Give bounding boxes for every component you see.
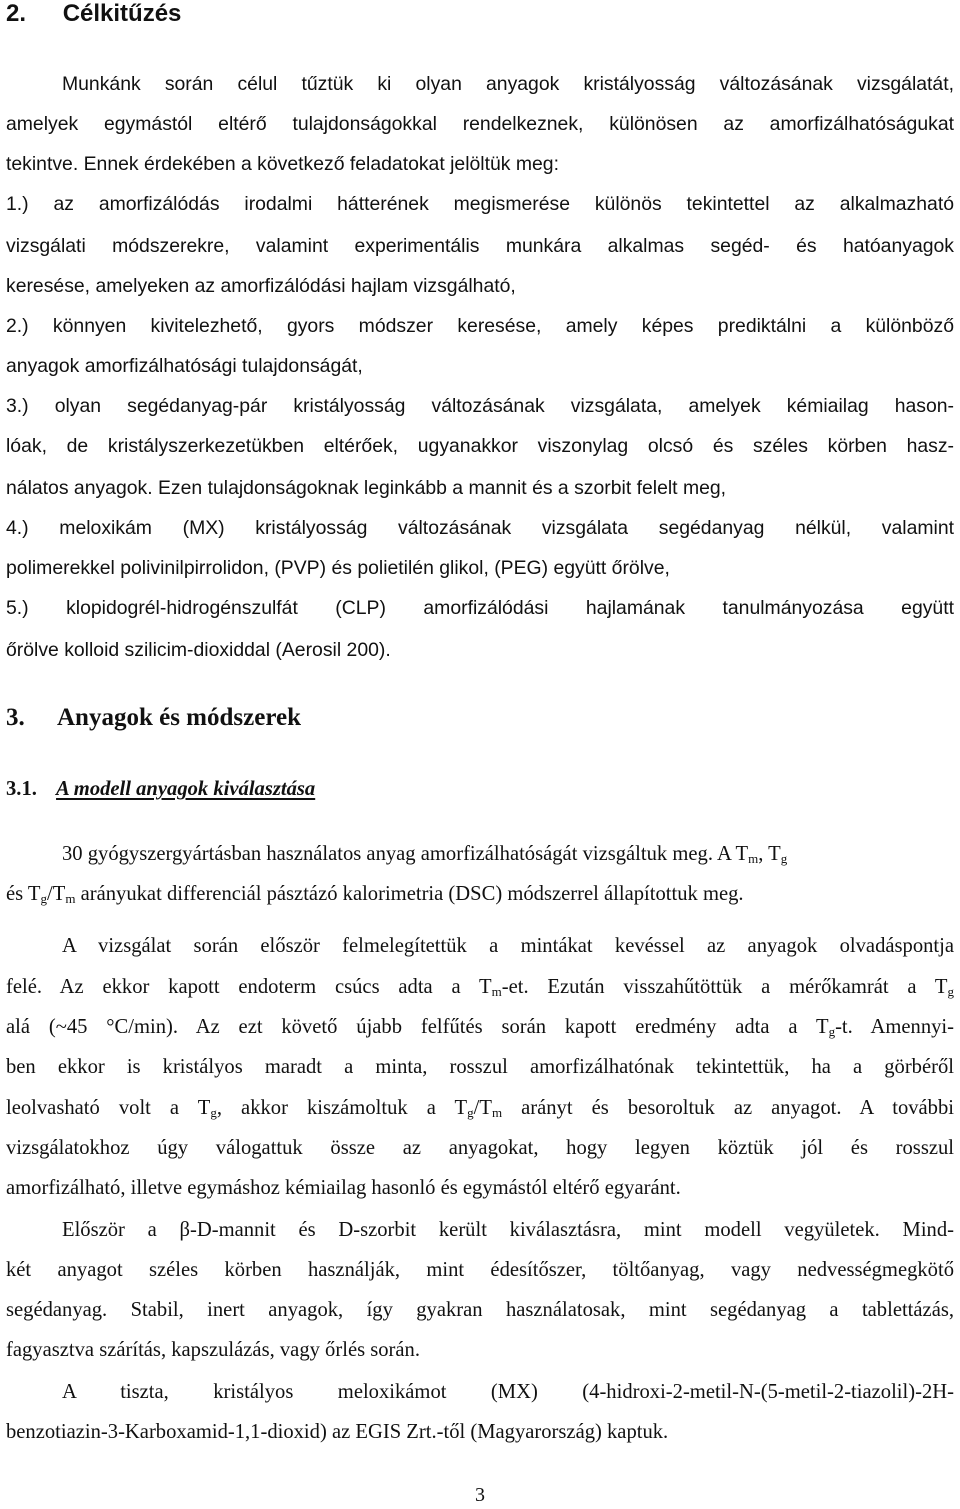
task-line: anyagok amorfizálhatósági tulajdonságát, <box>6 355 363 377</box>
task-line: 3.) olyan segédanyag-pár kristályosság változásának vizsgálata, amelyek kémiailag hason- <box>6 395 954 417</box>
paragraph-line: fagyasztva szárítás, kapszulázás, vagy őrlés során. <box>6 1339 420 1361</box>
paragraph-line: Először a β-D-mannit és D-szorbit került kiválasztásra, mint modell vegyületek. Mind- <box>62 1219 954 1241</box>
section-number: 3. <box>6 704 25 731</box>
subscript: g <box>828 1024 836 1039</box>
paragraph-line <box>6 1096 954 1120</box>
subsection-title: A modell anyagok kiválasztása <box>56 778 316 800</box>
section-title: Célkitűzés <box>62 0 182 27</box>
task-line: polimerekkel polivinilpirrolidon, (PVP) és polietilén glikol, (PEG) együtt őrölve, <box>6 557 670 579</box>
paragraph-line <box>6 882 954 906</box>
text-run: , T <box>758 843 781 865</box>
task-line: 2.) könnyen kivitelezhető, gyors módszer keresése, amely képes prediktálni a különböző <box>6 315 954 337</box>
subscript: m <box>748 851 759 866</box>
subscript: m <box>65 891 76 906</box>
page-number: 3 <box>475 1484 485 1506</box>
task-line: lóak, de kristályszerkezetükben eltérőek, ugyanakkor viszonylag olcsó és széles körben hasz- <box>6 435 954 457</box>
paragraph-line: A vizsgálat során először felmelegítettük a mintákat kevéssel az anyagok olvadáspontja <box>62 935 954 957</box>
task-line: nálatos anyagok. Ezen tulajdonságoknak leginkább a mannit és a szorbit felelt meg, <box>6 477 727 499</box>
text-run: arányukat differenciál pásztázó kalorimetria (DSC) módszerrel állapítottuk meg. <box>75 883 744 905</box>
paragraph-line <box>6 1015 954 1039</box>
text-run: /T <box>473 1097 492 1119</box>
section-heading <box>6 706 954 730</box>
paragraph-line <box>62 842 954 866</box>
paragraph-line: benzotiazin-3-Karboxamid-1,1-dioxid) az EGIS Zrt.-től (Magyarország) kaptuk. <box>6 1421 669 1443</box>
section-heading <box>6 2 954 26</box>
text-run: alá (~45 °C/min). Az ezt követő újabb felfűtés során kapott eredmény adta a T <box>6 1016 829 1038</box>
paragraph-line: ben ekkor is kristályos maradt a minta, rosszul amorfizálhatónak tekintettük, ha a görbéről <box>6 1056 954 1078</box>
paragraph-line: segédanyag. Stabil, inert anyagok, így gyakran használatosak, mint segédanyag a tablettázás, <box>6 1299 954 1321</box>
subscript: m <box>491 1105 503 1120</box>
intro-line: Munkánk során célul tűztük ki olyan anyagok kristályosság változásának vizsgálatát, <box>62 73 954 95</box>
section-number: 2. <box>6 0 27 27</box>
subscript: g <box>947 984 955 999</box>
subsection-number: 3.1. <box>6 778 37 800</box>
subscript: g <box>467 1105 474 1120</box>
task-line: 4.) meloxikám (MX) kristályosság változásának vizsgálata segédanyag nélkül, valamint <box>6 517 954 539</box>
text-run: leolvasható volt a T <box>6 1097 211 1119</box>
text-run: arányt és besoroltuk az anyagot. A további <box>502 1097 954 1119</box>
subscript: m <box>491 984 502 999</box>
subscript: g <box>210 1105 217 1120</box>
intro-line: amelyek egymástól eltérő tulajdonságokkal rendelkeznek, különösen az amorfizálhatóságukat <box>6 113 954 135</box>
subsection-heading <box>6 777 954 801</box>
text-run: , akkor kiszámoltuk a T <box>216 1097 468 1119</box>
task-line: keresése, amelyeken az amorfizálódási hajlam vizsgálható, <box>6 275 516 297</box>
subscript: g <box>780 851 788 866</box>
paragraph-line <box>6 975 954 999</box>
task-line: 5.) klopidogrél-hidrogénszulfát (CLP) amorfizálódási hajlamának tanulmányozása együtt <box>6 597 954 619</box>
subscript: g <box>40 891 48 906</box>
text-run: 30 gyógyszergyártásban használatos anyag amorfizálhatóságát vizsgáltuk meg. A T <box>62 843 749 865</box>
paragraph-line: amorfizálható, illetve egymáshoz kémiailag hasonló és egymástól eltérő egyaránt. <box>6 1177 681 1199</box>
task-line: őrölve kolloid szilicim-dioxiddal (Aerosil 200). <box>6 639 391 661</box>
paragraph-line: vizsgálatokhoz úgy válogattuk össze az anyagokat, hogy legyen köztük jól és rosszul <box>6 1137 954 1159</box>
intro-line: tekintve. Ennek érdekében a következő feladatokat jelöltük meg: <box>6 153 559 175</box>
task-line: vizsgálati módszerekre, valamint experimentális munkára alkalmas segéd- és hatóanyagok <box>6 235 954 257</box>
paragraph-line: A tiszta, kristályos meloxikámot (MX) (4-hidroxi-2-metil-N-(5-metil-2-tiazolil)-2H- <box>62 1381 954 1403</box>
paragraph-line: két anyagot széles körben használják, mint édesítőszer, töltőanyag, vagy nedvességmegkötő <box>6 1259 954 1281</box>
text-run: -et. Ezután visszahűtöttük a mérőkamrát a T <box>501 976 948 998</box>
text-run: -t. Amennyi- <box>835 1016 954 1038</box>
task-line: 1.) az amorfizálódás irodalmi hátterének megismerése különös tekintettel az alkalmazható <box>6 193 954 215</box>
text-run: /T <box>47 883 66 905</box>
text-run: és T <box>6 883 41 905</box>
section-title: Anyagok és módszerek <box>57 704 301 731</box>
text-run: felé. Az ekkor kapott endoterm csúcs adta a T <box>6 976 492 998</box>
